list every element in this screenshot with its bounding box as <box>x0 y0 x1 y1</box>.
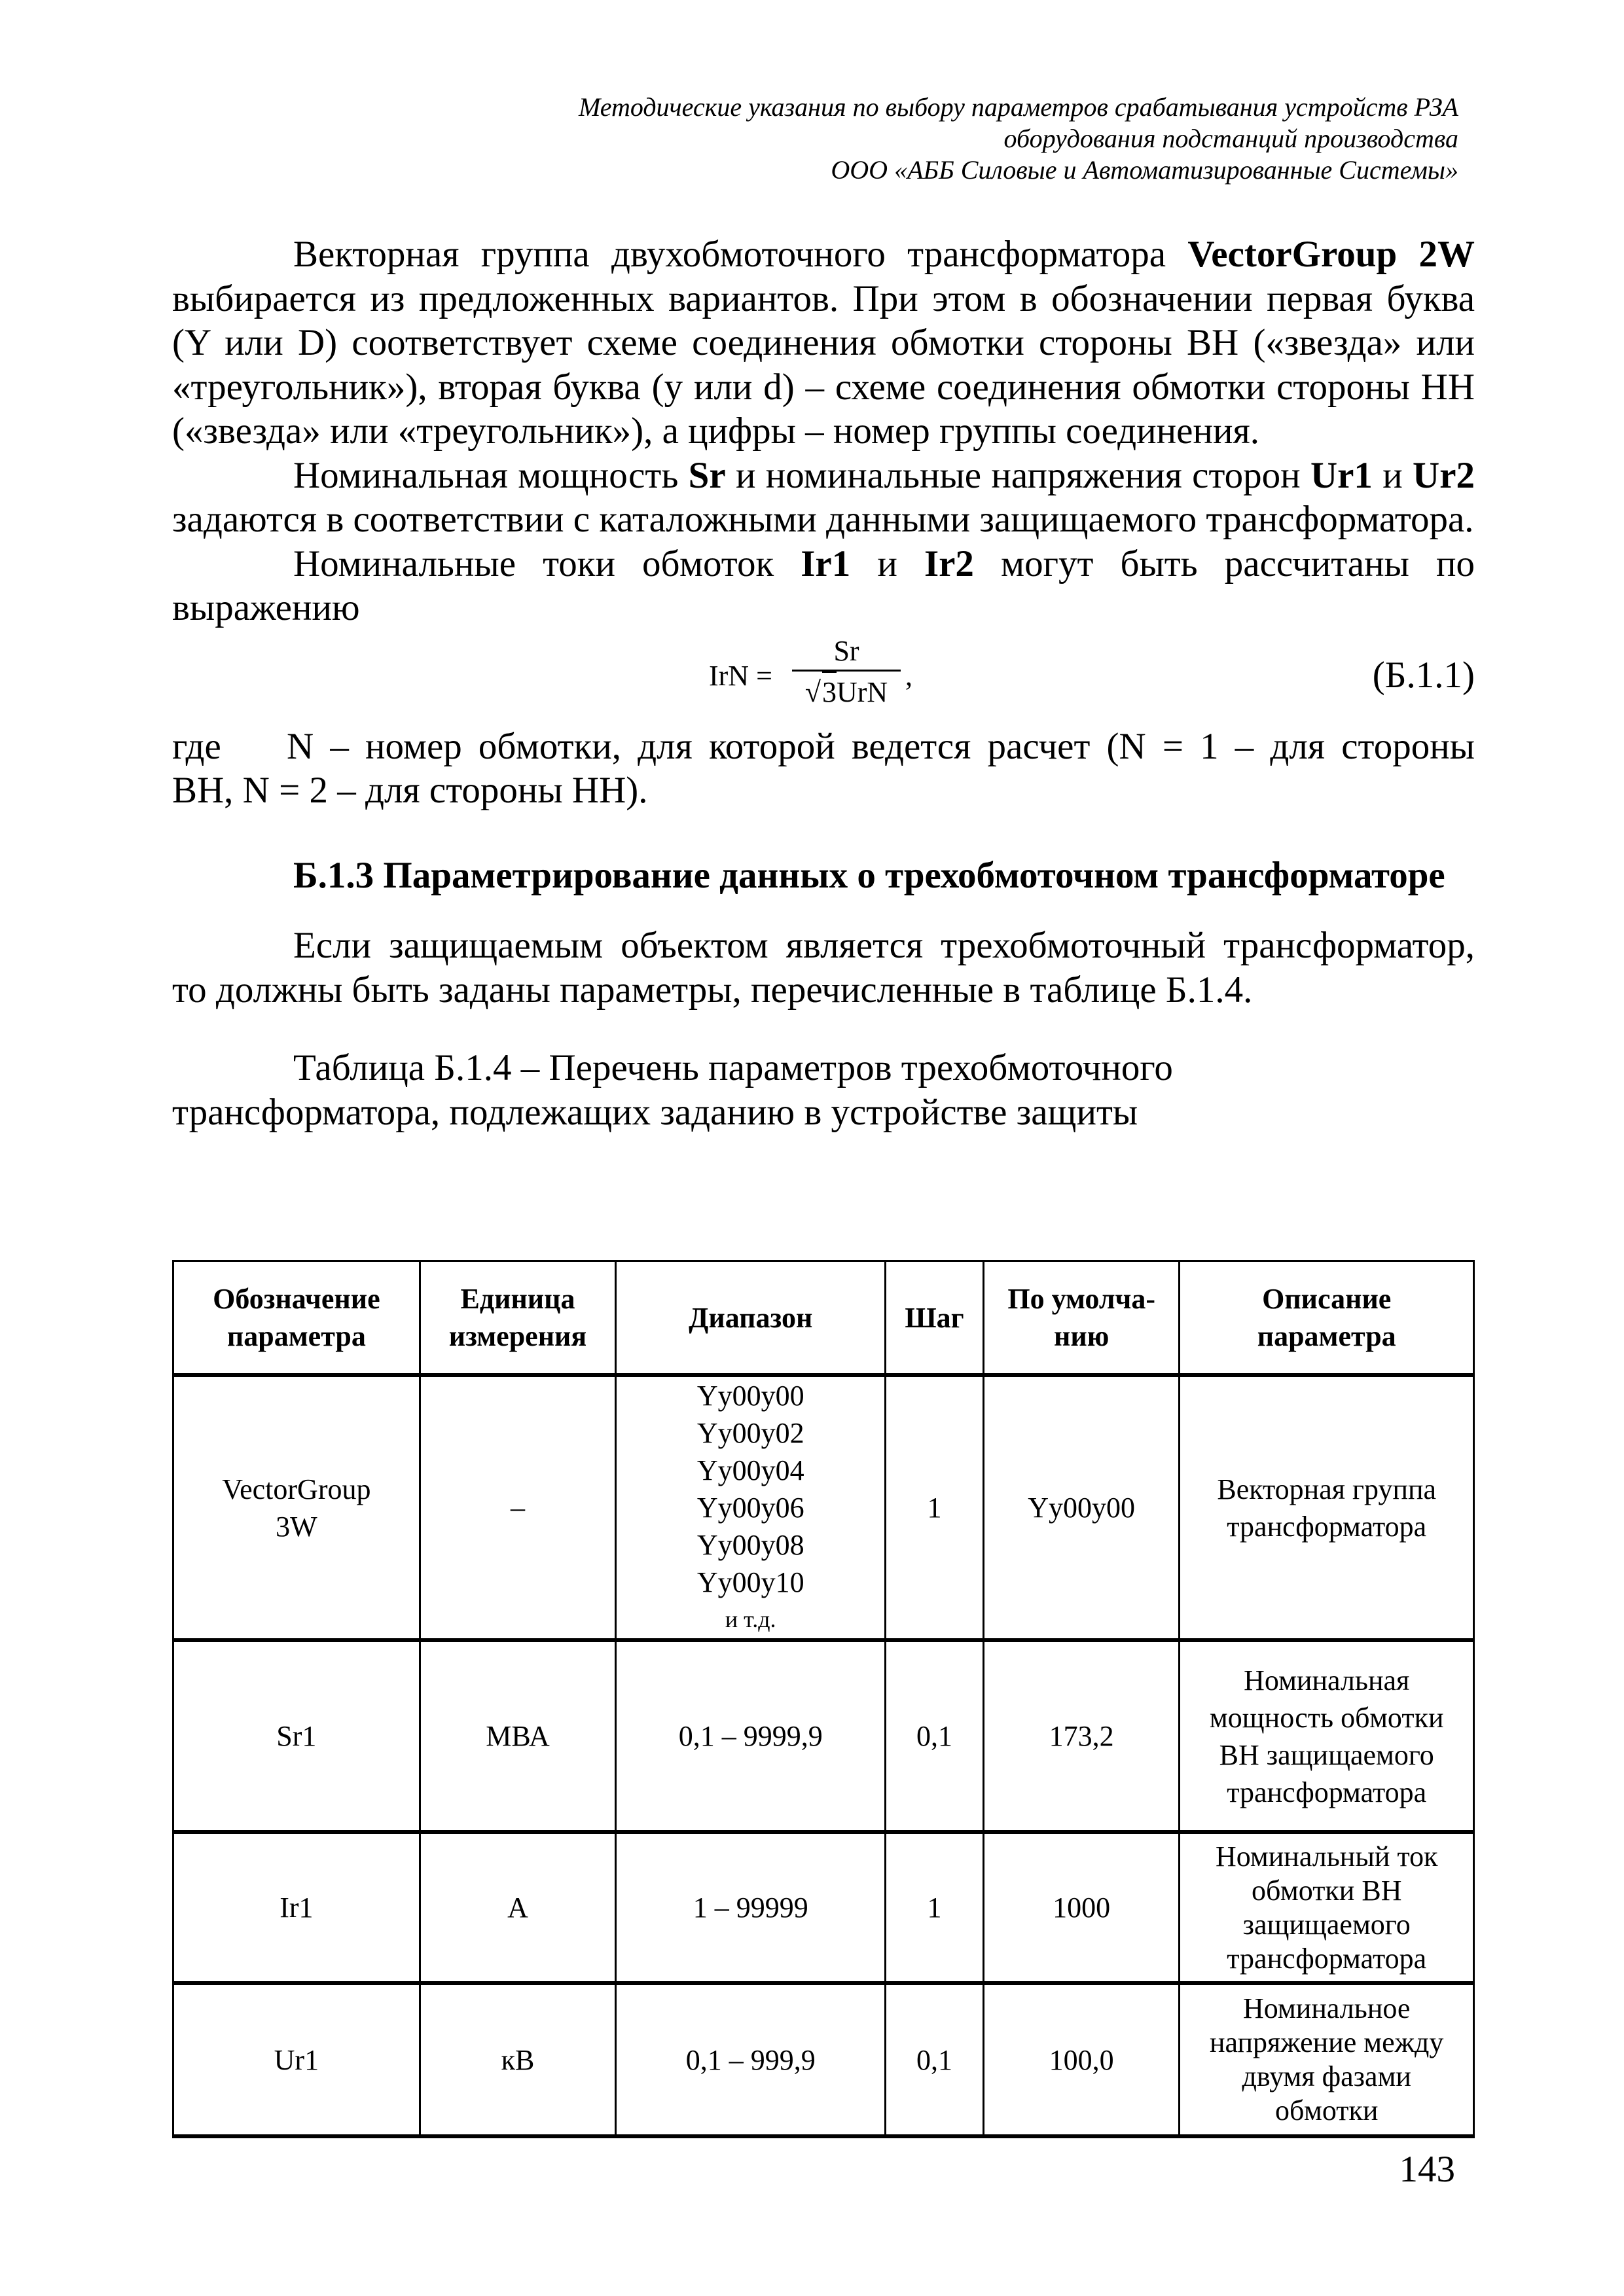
page-number: 143 <box>1399 2149 1455 2190</box>
header-description: Описание параметра <box>1180 1261 1474 1376</box>
paragraph-rated-power: Номинальная мощность Sr и номинальные напряжения сторон Ur1 и Ur2 задаются в соответствии с каталожными данными защищаемого трансформатора. <box>172 454 1475 540</box>
table-caption: Таблица Б.1.4 – Перечень параметров трехобмоточного трансформатора, подлежащих заданию в устройстве защиты <box>172 1047 1173 1133</box>
cell-default: 100,0 <box>983 1983 1180 2136</box>
cell-range: 1 – 99999 <box>616 1832 886 1983</box>
cell-step: 1 <box>886 1832 984 1983</box>
cell-description: Номинальная мощность обмотки ВН защищаемого трансформатора <box>1180 1640 1474 1832</box>
cell-step: 0,1 <box>886 1640 984 1832</box>
section-heading: Б.1.3 Параметрирование данных о трехобмоточном трансформаторе <box>293 854 1445 896</box>
cell-unit: МВА <box>420 1640 616 1832</box>
page-body <box>172 232 1475 1134</box>
cell-unit: А <box>420 1832 616 1983</box>
running-header <box>346 92 1458 186</box>
cell-description: Номинальное напряжение между двумя фазами обмотки <box>1180 1983 1474 2136</box>
table-row <box>173 1832 1474 1983</box>
cell-name: Ir1 <box>173 1832 420 1983</box>
header-line-3: ООО «АББ Силовые и Автоматизированные Системы» <box>831 155 1458 185</box>
cell-unit: кВ <box>420 1983 616 2136</box>
header-line-2: оборудования подстанций производства <box>1003 124 1458 153</box>
parameters-table <box>172 1260 1475 2138</box>
header-default: По умолча-нию <box>983 1261 1180 1376</box>
cell-name: VectorGroup 3W <box>173 1375 420 1640</box>
cell-step: 0,1 <box>886 1983 984 2136</box>
term-ur1: Ur1 <box>1310 454 1373 496</box>
cell-name: Sr1 <box>173 1640 420 1832</box>
paragraph-three-winding: Если защищаемым объектом является трехобмоточный трансформатор, то должны быть заданы параметры, перечисленные в таблице Б.1.4. <box>172 925 1475 1011</box>
cell-unit: – <box>420 1375 616 1640</box>
term-ir2: Ir2 <box>924 543 974 584</box>
header-step: Шаг <box>886 1261 984 1376</box>
cell-description: Номинальный ток обмотки ВН защищаемого трансформатора <box>1180 1832 1474 1983</box>
table-row <box>173 1640 1474 1832</box>
table-row <box>173 1375 1474 1640</box>
cell-range: Yy00y00 Yy00y02 Yy00y04 Yy00y06 Yy00y08 Yy00y10 и т.д. <box>616 1375 886 1640</box>
cell-range: 0,1 – 999,9 <box>616 1983 886 2136</box>
term-sr: Sr <box>688 454 726 496</box>
cell-default: 173,2 <box>983 1640 1180 1832</box>
header-designation: Обозначение параметра <box>173 1261 420 1376</box>
formula-denominator: √3UrN <box>791 672 902 711</box>
term-vectorgroup-2w: VectorGroup 2W <box>1187 234 1475 275</box>
cell-range: 0,1 – 9999,9 <box>616 1640 886 1832</box>
cell-default: 1000 <box>983 1832 1180 1983</box>
term-ur2: Ur2 <box>1413 454 1475 496</box>
paragraph-rated-currents: Номинальные токи обмоток Ir1 и Ir2 могут быть рассчитаны по выражению <box>172 543 1475 628</box>
cell-name: Ur1 <box>173 1983 420 2136</box>
where-clause-cont: ВН, N = 2 – для стороны НН). <box>172 770 648 811</box>
cell-description: Векторная группа трансформатора <box>1180 1375 1474 1640</box>
formula-b-1-1: IrN = Sr √3UrN , (Б.1.1) <box>172 633 1475 725</box>
cell-default: Yy00y00 <box>983 1375 1180 1640</box>
equation-number: (Б.1.1) <box>1372 654 1475 696</box>
sqrt-icon: √ <box>804 675 821 708</box>
formula-numerator: Sr <box>833 634 859 667</box>
header-line-1: Методические указания по выбору параметров срабатывания устройств РЗА <box>578 92 1458 122</box>
term-ir1: Ir1 <box>801 543 851 584</box>
table-row <box>173 1983 1474 2136</box>
formula-lhs: IrN = <box>709 659 772 692</box>
paragraph-vector-group: Векторная группа двухобмоточного трансформатора VectorGroup 2W выбирается из предложенных вариантов. При этом в обозначении первая буква (Y или D) соответствует схеме соединения обмотки стороны ВН («звезда» или «треугольник»), вторая буква (y или d) – схеме соединения обмотки стороны НН («звезда» или «треугольник»), а цифры – номер группы соединения. <box>172 234 1475 452</box>
header-range: Диапазон <box>616 1261 886 1376</box>
formula-fraction <box>791 633 902 711</box>
where-clause: где N – номер обмотки, для которой ведется расчет (N = 1 – для стороны <box>172 725 1475 767</box>
cell-step: 1 <box>886 1375 984 1640</box>
table-header-row <box>173 1261 1474 1376</box>
header-unit: Единица измерения <box>420 1261 616 1376</box>
